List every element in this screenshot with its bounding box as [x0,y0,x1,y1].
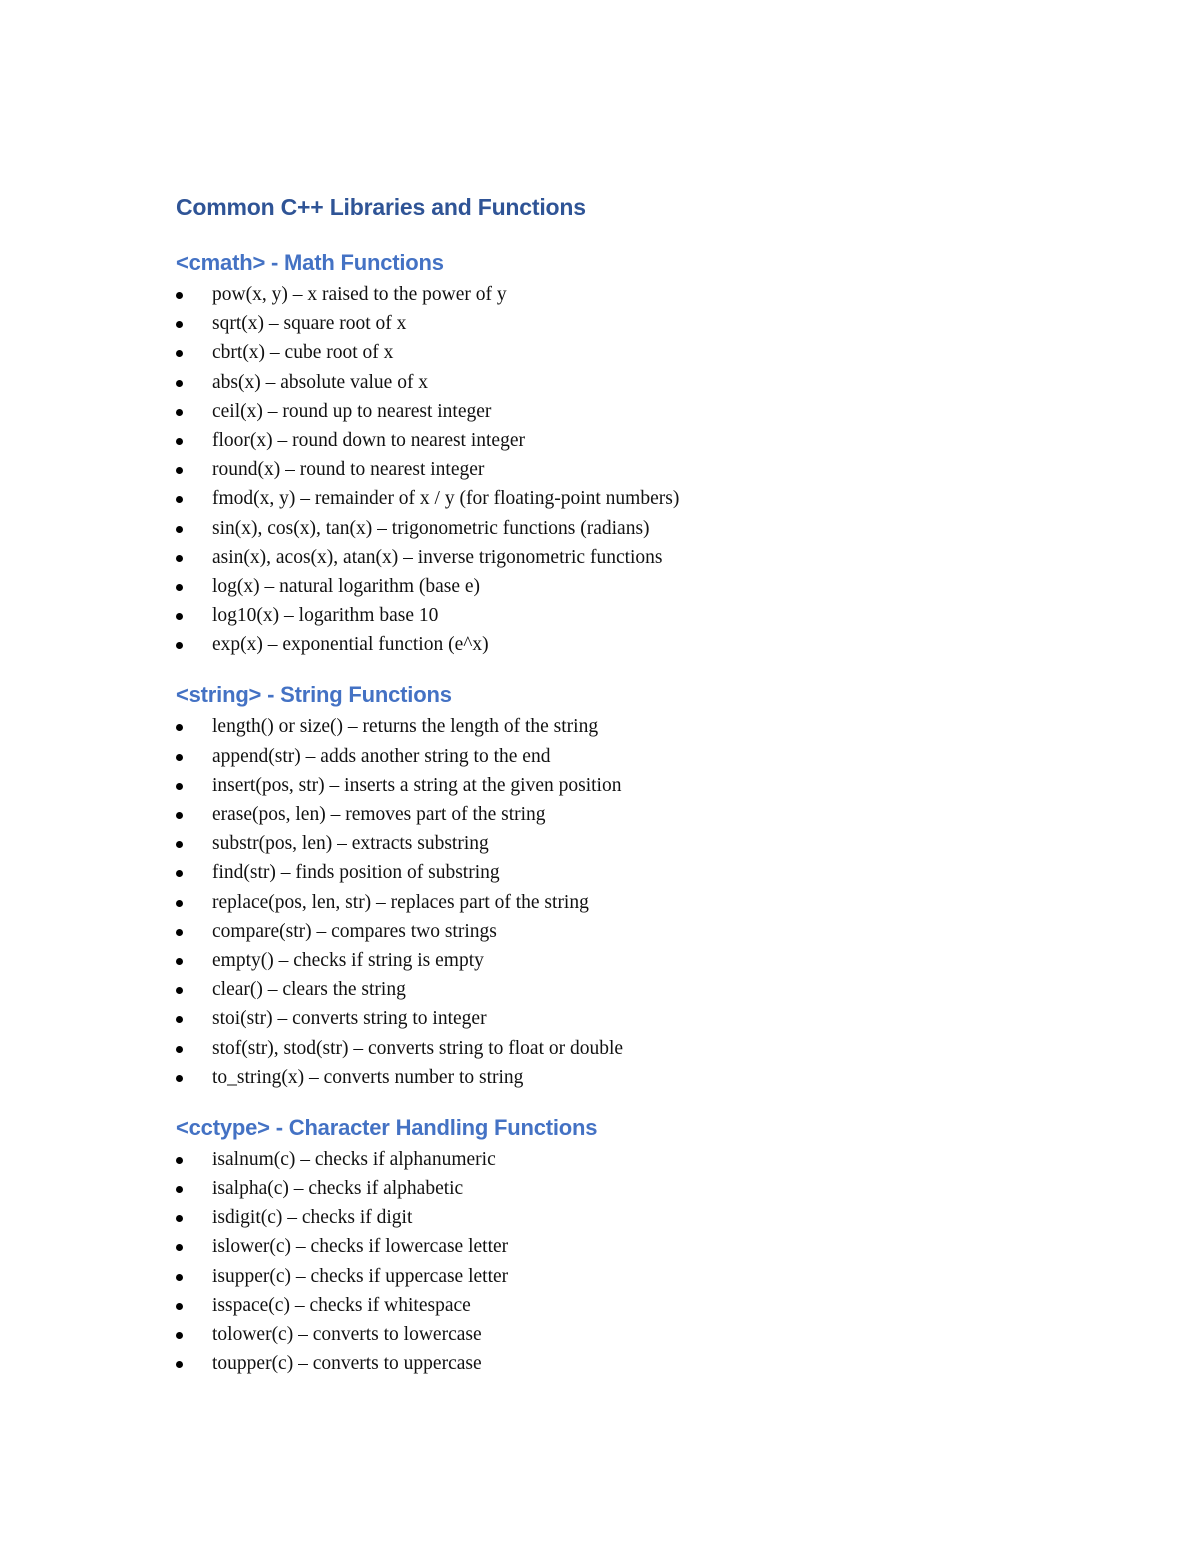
function-list [176,280,1076,659]
list-item [176,829,1076,858]
list-item-text: tolower(c) – converts to lowercase [212,1324,482,1345]
list-item-text: round(x) – round to nearest integer [212,459,485,481]
list-item [176,1320,1076,1349]
list-item [176,946,1076,975]
list-item [176,800,1076,829]
list-item-text: append(str) – adds another string to the end [212,745,551,767]
list-item [176,1004,1076,1033]
list-item-text: find(str) – finds position of substring [212,862,500,884]
section-string [176,678,1076,1091]
bullet-icon [176,613,183,620]
list-item-text: compare(str) – compares two strings [212,920,497,942]
list-item-text: isalnum(c) – checks if alphanumeric [212,1148,496,1170]
bullet-icon [176,1157,183,1164]
list-item-text: replace(pos, len, str) – replaces part of the string [212,891,589,913]
function-list [176,1145,1076,1379]
section-heading: <cctype> - Character Handling Functions [176,1114,598,1140]
document-content [176,190,1076,1378]
list-item [176,1349,1076,1378]
bullet-icon [176,987,183,994]
list-item-text: cbrt(x) – cube root of x [212,342,394,364]
list-item [176,858,1076,887]
bullet-icon [176,380,183,387]
bullet-icon [176,350,183,357]
bullet-icon [176,1244,183,1251]
list-item-text: floor(x) – round down to nearest integer [212,429,525,451]
list-item [176,1203,1076,1232]
list-item-text: insert(pos, str) – inserts a string at the given position [212,774,622,796]
bullet-icon [176,1303,183,1310]
list-item-text: isalpha(c) – checks if alphabetic [212,1178,464,1200]
list-item-text: pow(x, y) – x raised to the power of y [212,284,507,305]
list-item [176,572,1076,601]
list-item-text: exp(x) – exponential function (e^x) [212,634,489,656]
section-cmath [176,246,1076,659]
bullet-icon [176,754,183,761]
bullet-icon [176,292,183,299]
bullet-icon [176,1274,183,1281]
bullet-icon [176,321,183,328]
list-item [176,1145,1076,1174]
bullet-icon [176,642,183,649]
list-item [176,514,1076,543]
list-item-text: log(x) – natural logarithm (base e) [212,575,481,597]
bullet-icon [176,724,183,731]
bullet-icon [176,841,183,848]
bullet-icon [176,1016,183,1023]
sections-container [176,246,1076,1378]
list-item-text: stof(str), stod(str) – converts string to float or double [212,1037,624,1059]
list-item-text: islower(c) – checks if lowercase letter [212,1236,509,1258]
list-item [176,742,1076,771]
bullet-icon [176,1361,183,1368]
list-item [176,888,1076,917]
list-item-text: isdigit(c) – checks if digit [212,1207,413,1229]
bullet-icon [176,555,183,562]
list-item-text: substr(pos, len) – extracts substring [212,833,489,855]
list-item [176,917,1076,946]
section-cctype [176,1111,1076,1379]
list-item [176,1174,1076,1203]
list-item-text: abs(x) – absolute value of x [212,371,429,393]
bullet-icon [176,958,183,965]
list-item [176,368,1076,397]
list-item [176,1034,1076,1063]
section-heading: <string> - String Functions [176,682,452,708]
document-title: Common C++ Libraries and Functions [176,194,586,220]
list-item-text: ceil(x) – round up to nearest integer [212,400,492,422]
list-item [176,1262,1076,1291]
list-item [176,338,1076,367]
list-item [176,1291,1076,1320]
list-item-text: toupper(c) – converts to uppercase [212,1353,482,1375]
list-item-text: sin(x), cos(x), tan(x) – trigonometric functions (radians) [212,517,650,539]
list-item-text: isspace(c) – checks if whitespace [212,1294,471,1316]
bullet-icon [176,783,183,790]
bullet-icon [176,900,183,907]
list-item [176,484,1076,513]
list-item-text: empty() – checks if string is empty [212,949,484,971]
bullet-icon [176,1332,183,1339]
list-item [176,975,1076,1004]
list-item [176,601,1076,630]
bullet-icon [176,526,183,533]
bullet-icon [176,1046,183,1053]
list-item-text: isupper(c) – checks if uppercase letter [212,1265,509,1287]
bullet-icon [176,1186,183,1193]
list-item [176,1063,1076,1092]
bullet-icon [176,467,183,474]
list-item [176,771,1076,800]
list-item-text: sqrt(x) – square root of x [212,313,407,335]
list-item-text: to_string(x) – converts number to string [212,1066,524,1088]
list-item [176,280,1076,309]
list-item-text: stoi(str) – converts string to integer [212,1008,487,1030]
bullet-icon [176,584,183,591]
bullet-icon [176,496,183,503]
bullet-icon [176,1215,183,1222]
list-item [176,543,1076,572]
bullet-icon [176,929,183,936]
list-item-text: clear() – clears the string [212,979,406,1001]
bullet-icon [176,870,183,877]
list-item [176,309,1076,338]
list-item-text: erase(pos, len) – removes part of the string [212,804,546,825]
bullet-icon [176,409,183,416]
list-item [176,455,1076,484]
function-list [176,712,1076,1091]
bullet-icon [176,812,183,819]
list-item [176,630,1076,659]
bullet-icon [176,438,183,445]
list-item-text: fmod(x, y) – remainder of x / y (for floating-point numbers) [212,488,680,510]
list-item [176,426,1076,455]
list-item [176,1232,1076,1261]
list-item-text: log10(x) – logarithm base 10 [212,605,439,627]
list-item [176,397,1076,426]
bullet-icon [176,1075,183,1082]
list-item-text: length() or size() – returns the length of the string [212,716,599,738]
list-item-text: asin(x), acos(x), atan(x) – inverse trigonometric functions [212,546,663,568]
section-heading: <cmath> - Math Functions [176,250,444,275]
list-item [176,712,1076,741]
